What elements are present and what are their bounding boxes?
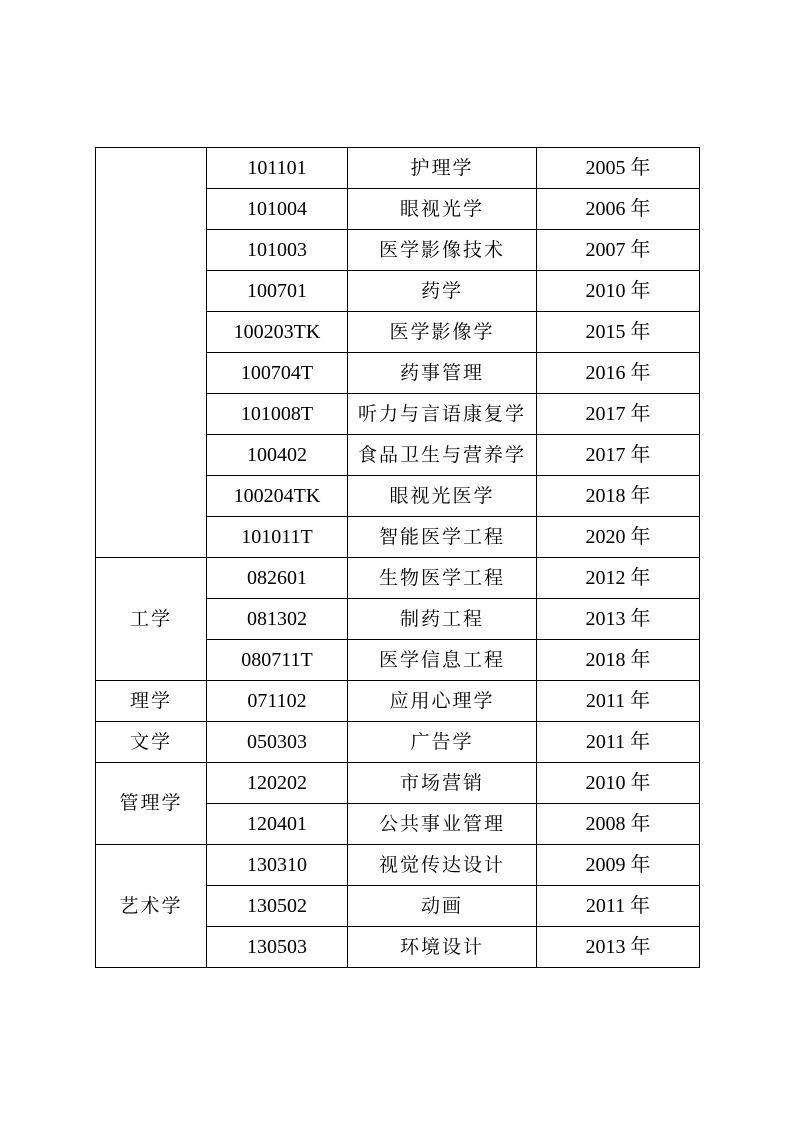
- major-code-cell: 100402: [207, 435, 348, 476]
- established-year-cell: 2010 年: [537, 271, 700, 312]
- major-name-cell: 听力与言语康复学: [348, 394, 537, 435]
- major-name-cell: 环境设计: [348, 927, 537, 968]
- table-row: [96, 148, 700, 189]
- major-name-cell: 制药工程: [348, 599, 537, 640]
- table-row: [96, 722, 700, 763]
- established-year-cell: 2013 年: [537, 599, 700, 640]
- established-year-cell: 2018 年: [537, 476, 700, 517]
- established-year-cell: 2017 年: [537, 435, 700, 476]
- major-code-cell: 130502: [207, 886, 348, 927]
- major-name-cell: 医学信息工程: [348, 640, 537, 681]
- established-year-cell: 2005 年: [537, 148, 700, 189]
- majors-table: [95, 147, 700, 968]
- major-code-cell: 120202: [207, 763, 348, 804]
- established-year-cell: 2012 年: [537, 558, 700, 599]
- major-code-cell: 101004: [207, 189, 348, 230]
- established-year-cell: 2020 年: [537, 517, 700, 558]
- major-code-cell: 100203TK: [207, 312, 348, 353]
- established-year-cell: 2018 年: [537, 640, 700, 681]
- major-name-cell: 眼视光医学: [348, 476, 537, 517]
- established-year-cell: 2013 年: [537, 927, 700, 968]
- major-name-cell: 医学影像学: [348, 312, 537, 353]
- table-row: [96, 763, 700, 804]
- established-year-cell: 2008 年: [537, 804, 700, 845]
- major-name-cell: 应用心理学: [348, 681, 537, 722]
- established-year-cell: 2006 年: [537, 189, 700, 230]
- major-code-cell: 100704T: [207, 353, 348, 394]
- major-code-cell: 101101: [207, 148, 348, 189]
- established-year-cell: 2011 年: [537, 681, 700, 722]
- major-name-cell: 医学影像技术: [348, 230, 537, 271]
- category-cell: 工学: [96, 558, 207, 681]
- major-name-cell: 公共事业管理: [348, 804, 537, 845]
- established-year-cell: 2011 年: [537, 886, 700, 927]
- established-year-cell: 2009 年: [537, 845, 700, 886]
- major-name-cell: 广告学: [348, 722, 537, 763]
- major-code-cell: 050303: [207, 722, 348, 763]
- established-year-cell: 2010 年: [537, 763, 700, 804]
- table-row: [96, 558, 700, 599]
- major-name-cell: 智能医学工程: [348, 517, 537, 558]
- table-row: [96, 681, 700, 722]
- major-code-cell: 130310: [207, 845, 348, 886]
- major-code-cell: 100701: [207, 271, 348, 312]
- major-name-cell: 护理学: [348, 148, 537, 189]
- major-name-cell: 眼视光学: [348, 189, 537, 230]
- major-name-cell: 市场营销: [348, 763, 537, 804]
- category-cell: 理学: [96, 681, 207, 722]
- major-name-cell: 生物医学工程: [348, 558, 537, 599]
- major-code-cell: 120401: [207, 804, 348, 845]
- established-year-cell: 2007 年: [537, 230, 700, 271]
- majors-table-body: [96, 148, 700, 968]
- major-code-cell: 080711T: [207, 640, 348, 681]
- major-code-cell: 101003: [207, 230, 348, 271]
- major-name-cell: 药学: [348, 271, 537, 312]
- major-name-cell: 动画: [348, 886, 537, 927]
- major-code-cell: 082601: [207, 558, 348, 599]
- category-cell: [96, 148, 207, 558]
- major-name-cell: 药事管理: [348, 353, 537, 394]
- major-code-cell: 071102: [207, 681, 348, 722]
- category-cell: 文学: [96, 722, 207, 763]
- major-code-cell: 100204TK: [207, 476, 348, 517]
- established-year-cell: 2016 年: [537, 353, 700, 394]
- major-code-cell: 081302: [207, 599, 348, 640]
- category-cell: 管理学: [96, 763, 207, 845]
- category-cell: 艺术学: [96, 845, 207, 968]
- established-year-cell: 2017 年: [537, 394, 700, 435]
- major-code-cell: 101008T: [207, 394, 348, 435]
- table-row: [96, 845, 700, 886]
- major-code-cell: 130503: [207, 927, 348, 968]
- major-name-cell: 食品卫生与营养学: [348, 435, 537, 476]
- major-code-cell: 101011T: [207, 517, 348, 558]
- established-year-cell: 2015 年: [537, 312, 700, 353]
- established-year-cell: 2011 年: [537, 722, 700, 763]
- major-name-cell: 视觉传达设计: [348, 845, 537, 886]
